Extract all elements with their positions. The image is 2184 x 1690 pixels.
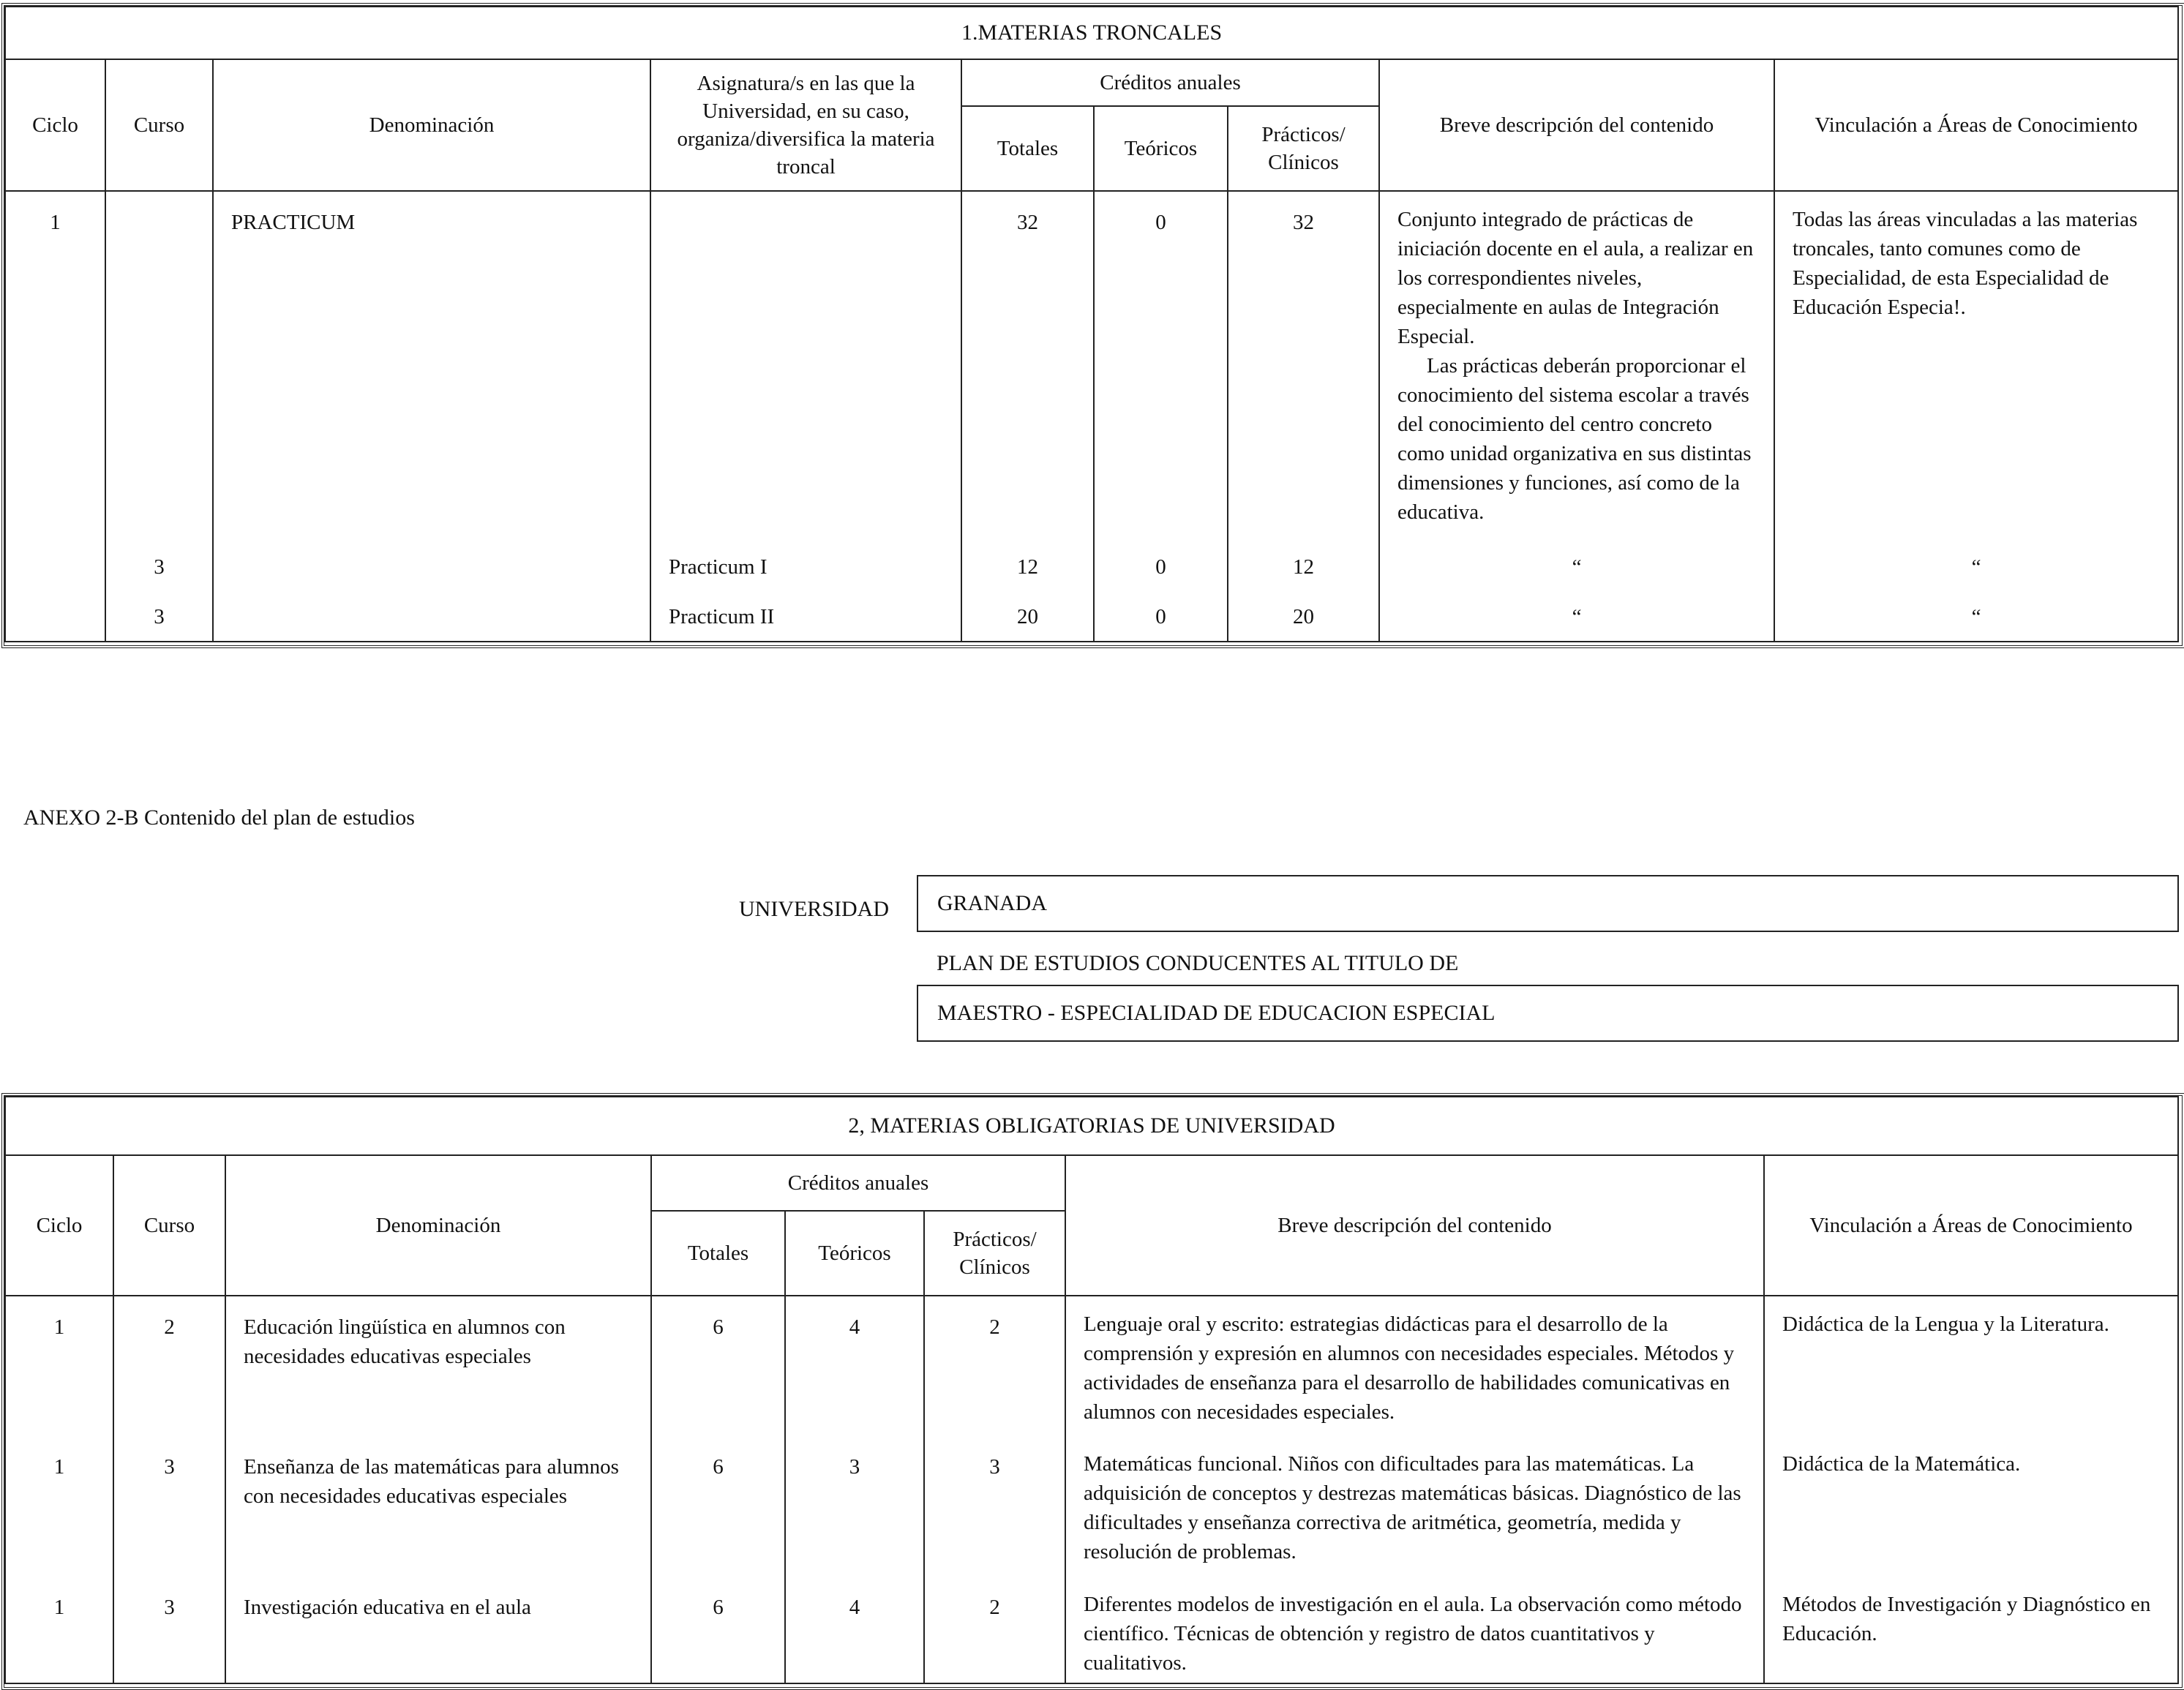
table1-sub2-vinculacion: “ [1774,592,2178,642]
header-vinculacion: Vinculación a Áreas de Conocimiento [1774,59,2178,191]
table1-sub1-denominacion [213,542,650,592]
table1-sub1-ciclo [5,542,105,592]
header-creditos-anuales: Créditos anuales [961,59,1379,106]
header-denominacion: Denominación [213,59,650,191]
table1-row-asignatura [650,191,961,542]
table1-row-vinculacion: Todas las áreas vinculadas a las materias troncales, tanto comunes como de Especialidad, de esta Especialidad de Educación Especia!. [1774,191,2178,542]
table1-sub2-practicos: 20 [1228,592,1379,642]
table1-row-denominacion: PRACTICUM [213,191,650,542]
header2-practicos: Prácticos/ Clínicos [924,1211,1065,1296]
table-row-ciclo: 1 [5,1296,113,1436]
header-totales: Totales [961,106,1094,191]
table-row-denominacion: Educación lingüística en alumnos con necesidades educativas especiales [225,1296,651,1436]
table1-sub1-curso: 3 [105,542,213,592]
header2-creditos-anuales: Créditos anuales [651,1155,1065,1211]
table2-title: 2, MATERIAS OBLIGATORIAS DE UNIVERSIDAD [5,1097,2178,1155]
table1-sub1-asignatura: Practicum I [650,542,961,592]
table-row-ciclo: 1 [5,1436,113,1577]
table1-row-ciclo: 1 [5,191,105,542]
table1-sub2-totales: 20 [961,592,1094,642]
table1-sub2-denominacion [213,592,650,642]
header2-ciclo: Ciclo [5,1155,113,1296]
header2-teoricos: Teóricos [785,1211,924,1296]
header2-descripcion: Breve descripción del contenido [1065,1155,1764,1296]
table1-sub2-asignatura: Practicum II [650,592,961,642]
table-row-descripcion: Matemáticas funcional. Niños con dificultades para las matemáticas. La adquisición de conceptos y destrezas matemáticas básicas. Diagnóstico de las dificultades y enseñanza correctiva de aritmética, geometría, medida y resolución de problemas. [1065,1436,1764,1577]
table-row-practicos: 3 [924,1436,1065,1577]
header-teoricos: Teóricos [1094,106,1228,191]
table-row-teoricos: 3 [785,1436,924,1577]
descripcion-paragraph-2 [1397,351,1759,527]
titulo-value-box [917,985,2179,1042]
universidad-value-box [917,875,2179,932]
table-row-totales: 6 [651,1296,785,1436]
table1-sub1-descripcion: “ [1379,542,1774,592]
table-row-practicos: 2 [924,1296,1065,1436]
table-row-vinculacion: Didáctica de la Lengua y la Literatura. [1764,1296,2178,1436]
table1-sub1-teoricos: 0 [1094,542,1228,592]
header2-curso: Curso [113,1155,225,1296]
header2-denominacion: Denominación [225,1155,651,1296]
table1-row-totales: 32 [961,191,1094,542]
table-row-totales: 6 [651,1436,785,1577]
table-row-curso: 3 [113,1436,225,1577]
titulo-value: MAESTRO - ESPECIALIDAD DE EDUCACION ESPECIAL [937,1001,1496,1025]
table-row-teoricos: 4 [785,1296,924,1436]
table1-sub2-ciclo [5,592,105,642]
table1-row-curso [105,191,213,542]
header2-totales: Totales [651,1211,785,1296]
table1-sub2-curso: 3 [105,592,213,642]
table1-row-teoricos: 0 [1094,191,1228,542]
table-row-ciclo: 1 [5,1577,113,1683]
table-row-vinculacion: Didáctica de la Matemática. [1764,1436,2178,1577]
universidad-value: GRANADA [937,891,1047,915]
table-row-descripcion: Lenguaje oral y escrito: estrategias didácticas para el desarrollo de la comprensión y expresión en alumnos con necesidades especiales. Métodos y actividades de enseñanza para el desarrollo de habilidades comunicativas en alumnos con necesidades especiales. [1065,1296,1764,1436]
plan-label: PLAN DE ESTUDIOS CONDUCENTES AL TITULO DE [937,951,1459,975]
table1-sub2-descripcion: “ [1379,592,1774,642]
header-asignatura: Asignatura/s en las que la Universidad, en su caso, organiza/diversifica la materia troncal [650,59,961,191]
table-row-teoricos: 4 [785,1577,924,1683]
header-practicos: Prácticos/ Clínicos [1228,106,1379,191]
table-row-denominacion: Enseñanza de las matemáticas para alumnos con necesidades educativas especiales [225,1436,651,1577]
header-curso: Curso [105,59,213,191]
table1-sub1-vinculacion: “ [1774,542,2178,592]
table1-row-practicos: 32 [1228,191,1379,542]
header-descripcion: Breve descripción del contenido [1379,59,1774,191]
table-row-totales: 6 [651,1577,785,1683]
table-row-vinculacion: Métodos de Investigación y Diagnóstico en Educación. [1764,1577,2178,1683]
table-row-descripcion: Diferentes modelos de investigación en el aula. La observación como método científico. Técnicas de obtención y registro de datos cuantitativos y cualitativos. [1065,1577,1764,1683]
table1-row-descripcion [1379,191,1774,542]
universidad-label: UNIVERSIDAD [739,897,889,921]
descripcion-paragraph-1: Conjunto integrado de prácticas de iniciación docente en el aula, a realizar en los correspondientes niveles, especialmente en aulas de Integración Especial. [1397,208,1754,348]
table1-sub1-practicos: 12 [1228,542,1379,592]
materias-obligatorias-table [4,1096,2179,1684]
header2-vinculacion: Vinculación a Áreas de Conocimiento [1764,1155,2178,1296]
materias-troncales-table [4,6,2179,642]
table-row-practicos: 2 [924,1577,1065,1683]
table-row-denominacion: Investigación educativa en el aula [225,1577,651,1683]
table1-title: 1.MATERIAS TRONCALES [5,7,2178,59]
annex-label: ANEXO 2-B Contenido del plan de estudios [23,805,415,830]
table1-sub1-totales: 12 [961,542,1094,592]
descripcion-paragraph-2-text: Las prácticas deberán proporcionar el conocimiento del sistema escolar a través del conocimiento del centro concreto como unidad organizativa en sus distintas dimensiones y funciones, así como de la educativa. [1397,354,1752,524]
table1-sub2-teoricos: 0 [1094,592,1228,642]
header-ciclo: Ciclo [5,59,105,191]
table-row-curso: 3 [113,1577,225,1683]
table-row-curso: 2 [113,1296,225,1436]
